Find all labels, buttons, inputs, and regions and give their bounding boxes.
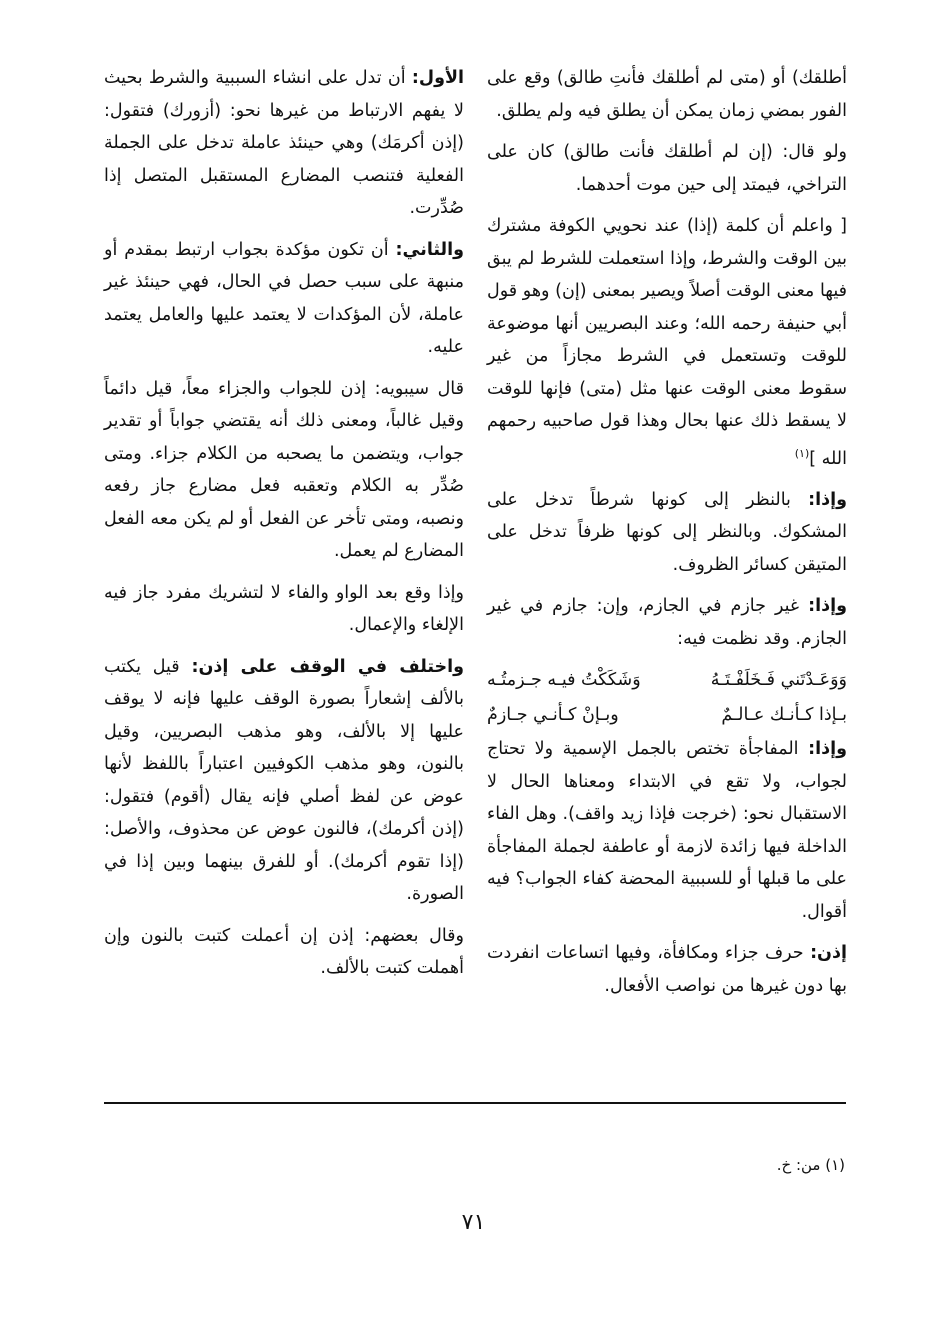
paragraph	[104, 62, 464, 225]
paragraph	[487, 210, 847, 475]
paragraph-text: المفاجأة تختص بالجمل الإسمية ولا تحتاج لجواب، ولا تقع في الابتداء ومعناها الحال لا الاستقبال نحو: (خرجت فإذا زيد واقف). وهل الفاء الداخلة فيها زائدة لازمة أو عاطفة لجملة المفاجأة على ما قبلها أو للسببية المحضة كفاء الجواب؟ فيه أقوال.	[487, 739, 847, 922]
footnote-divider	[104, 1102, 846, 1104]
paragraph-text: [ واعلم أن كلمة (إذا) عند نحويي الكوفة مشترك بين الوقت والشرط، وإذا استعملت للشرط لم يبق فيها معنى الوقت أصلاً ويصير بمعنى (إن) وهو قول أبي حنيفة رحمه الله؛ وعند البصريين أنها موضوعة للوقت وتستعمل في الشرط مجازاً من غير سقوط معنى الوقت عنها مثل (متى) فإنها للوقت لا يسقط ذلك عنها بحال وهذا قول صاحبيه رحمهم الله ]	[487, 216, 847, 469]
paragraph	[487, 590, 847, 655]
paragraph-text: غير جازم في الجازم، وإن: جازم في غير الجازم. وقد نظمت فيه:	[487, 596, 847, 649]
left-column	[104, 62, 464, 994]
verse-hemistich: بـإذا كـأنـك عـالـمٌ	[721, 704, 847, 725]
paragraph	[487, 937, 847, 1002]
verse-hemistich: وبـإنْ كـأنـي جـازمٌ	[487, 704, 619, 725]
term-heading: وإذا:	[808, 489, 847, 510]
paragraph: قال سيبويه: إذن للجواب والجزاء معاً، قيل دائماً وقيل غالباً، ومعنى ذلك أنه يقتضي جواباً أو تقدير جواب، ويتضمن ما يصحبه من الكلام جزاء. ومتى صُدِّر به الكلام وتعقبه فعل مضارع جاز رفعه ونصبه، ومتى تأخر عن الفعل أو لم يكن معه الفعل المضارع لم يعمل.	[104, 378, 464, 561]
paragraph-text: حرف جزاء ومكافأة، وفيها اتساعات انفردت بها دون غيرها من نواصب الأفعال.	[487, 943, 847, 996]
term-heading: وإذا:	[808, 739, 847, 760]
paragraph	[487, 484, 847, 582]
page-number: ٧١	[461, 1210, 486, 1235]
footnote: (١) من: خ.	[776, 1156, 845, 1174]
paragraph: وقال بعضهم: إذن إن أعملت كتبت بالنون وإن أهملت كتبت بالألف.	[104, 925, 464, 978]
paragraph: ولو قال: (إن لم أطلقك فأنت طالق) كان على التراخي، فيمتد إلى حين موت أحدهما.	[487, 142, 847, 195]
term-heading: إذن:	[810, 943, 847, 964]
paragraph	[104, 234, 464, 364]
verse-hemistich: وَشَكَكْتُ فيـه جـزمتُـه	[487, 670, 641, 691]
paragraph-text: قيل يكتب بالألف إشعاراً بصورة الوقف عليها فإنه لا يوقف عليها إلا بالألف، وهو مذهب البصريين، وقيل بالنون، وهو مذهب الكوفيين اعتباراً باللفظ لأنها عوض عن لفظ أصلي فإنه يقال (أقوم) فتقول: (إذن أكرمك)، فالنون عوض عن محذوف، والأصل: (إذا تقوم أكرمك). أو للفرق بينهما وبين إذا في الصورة.	[104, 656, 464, 904]
paragraph	[487, 733, 847, 928]
paragraph: أطلقك) أو (متى لم أطلقك فأنتِ طالق) وقع على الفور بمضي زمان يمكن أن يطلق فيه ولم يطلق.	[487, 68, 847, 121]
verse-line	[487, 664, 847, 697]
right-column	[487, 62, 847, 1011]
paragraph-text: أن تدل على انشاء السببية والشرط بحيث لا يفهم الارتباط من غيرها نحو: (أزورك) فتقول: (إذن أكرمَك) وهي حينئذ عاملة تدخل على الجملة الفعلية فتنصب المضارع المستقبل المتصل إذا صُدِّرت.	[104, 68, 464, 218]
term-heading: وإذا:	[808, 596, 847, 617]
verse-hemistich: وَوَعَـدْتَني فَـخَلَفْـتَـهُ	[710, 670, 847, 691]
paragraph: وإذا وقع بعد الواو والفاء لا لتشريك مفرد جاز فيه الإلغاء والإعمال.	[104, 582, 464, 635]
paragraph	[104, 651, 464, 911]
term-heading: الأول:	[411, 68, 464, 88]
term-heading: واختلف في الوقف على إذن:	[191, 656, 464, 677]
footnote-reference: (١)	[794, 446, 810, 460]
verse-line	[487, 699, 847, 732]
paragraph-text: بالنظر إلى كونها شرطاً تدخل على المشكوك. وبالنظر إلى كونها ظرفاً تدخل على المتيقن كسائر الظروف.	[487, 489, 847, 575]
term-heading: والثاني:	[395, 239, 464, 260]
paragraph-text: أن تكون مؤكدة بجواب ارتبط بمقدم أو منبهة على سبب حصل في الحال، فهي حينئذ غير عاملة، لأن المؤكدات لا يعتمد عليها والعامل يعتمد عليه.	[104, 239, 464, 357]
